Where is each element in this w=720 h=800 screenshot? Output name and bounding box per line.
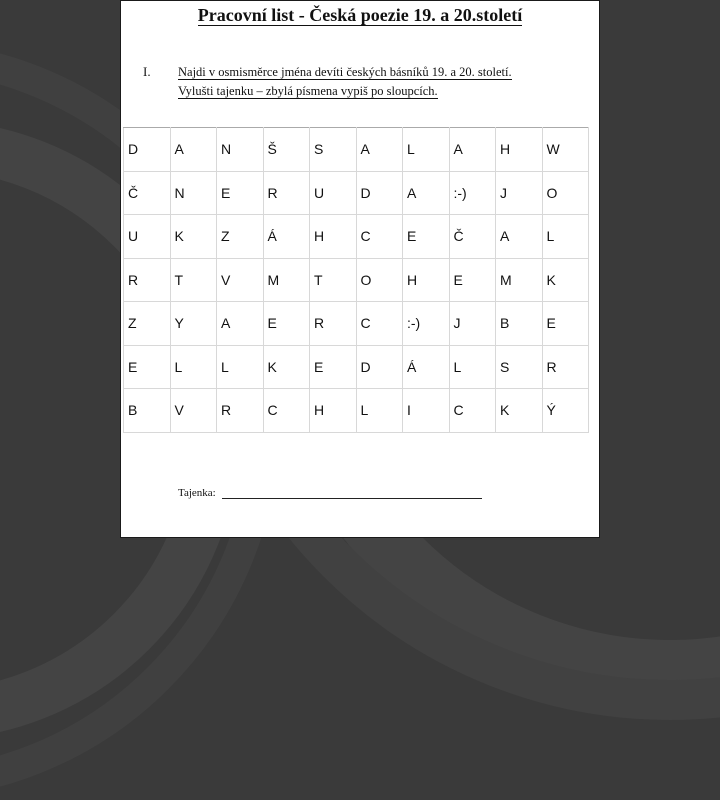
grid-cell: E — [217, 171, 264, 215]
grid-cell: E — [124, 345, 171, 389]
grid-cell: C — [356, 302, 403, 346]
grid-cell: R — [542, 345, 589, 389]
grid-cell: U — [310, 171, 357, 215]
grid-cell: Á — [403, 345, 450, 389]
grid-cell: E — [310, 345, 357, 389]
grid-cell: E — [449, 258, 496, 302]
grid-cell: E — [263, 302, 310, 346]
grid-cell: Y — [170, 302, 217, 346]
grid-cell: I — [403, 389, 450, 433]
grid-cell: R — [217, 389, 264, 433]
grid-cell: C — [263, 389, 310, 433]
grid-cell: V — [217, 258, 264, 302]
grid-cell: H — [403, 258, 450, 302]
grid-cell: K — [263, 345, 310, 389]
grid-cell: H — [310, 389, 357, 433]
grid-cell: R — [263, 171, 310, 215]
grid-row — [124, 389, 589, 433]
grid-cell: B — [496, 302, 543, 346]
grid-cell: K — [496, 389, 543, 433]
grid-cell: D — [356, 171, 403, 215]
grid-row — [124, 302, 589, 346]
grid-cell: N — [217, 128, 264, 172]
grid-row — [124, 128, 589, 172]
grid-cell: R — [310, 302, 357, 346]
grid-row — [124, 171, 589, 215]
grid-cell: S — [310, 128, 357, 172]
grid-cell: J — [449, 302, 496, 346]
grid-cell: M — [263, 258, 310, 302]
instruction-line-2: Vylušti tajenku – zbylá písmena vypiš po sloupcích. — [178, 84, 438, 98]
grid-cell: :-) — [403, 302, 450, 346]
grid-cell: Á — [263, 215, 310, 259]
grid-cell: A — [217, 302, 264, 346]
grid-cell: L — [356, 389, 403, 433]
grid-cell: H — [496, 128, 543, 172]
grid-cell: A — [356, 128, 403, 172]
worksheet-title: Pracovní list - Česká poezie 19. a 20.století — [197, 5, 523, 25]
grid-cell: D — [124, 128, 171, 172]
grid-cell: L — [449, 345, 496, 389]
grid-cell: O — [542, 171, 589, 215]
grid-cell: L — [403, 128, 450, 172]
grid-cell: A — [449, 128, 496, 172]
grid-cell: T — [170, 258, 217, 302]
grid-cell: :-) — [449, 171, 496, 215]
grid-cell: O — [356, 258, 403, 302]
grid-cell: Z — [124, 302, 171, 346]
grid-cell: C — [449, 389, 496, 433]
grid-cell: D — [356, 345, 403, 389]
grid-cell: Ý — [542, 389, 589, 433]
grid-row — [124, 258, 589, 302]
grid-cell: J — [496, 171, 543, 215]
grid-cell: E — [403, 215, 450, 259]
grid-cell: L — [217, 345, 264, 389]
grid-cell: Č — [124, 171, 171, 215]
grid-cell: H — [310, 215, 357, 259]
grid-cell: A — [170, 128, 217, 172]
grid-cell: C — [356, 215, 403, 259]
grid-cell: Š — [263, 128, 310, 172]
instruction-line-1: Najdi v osmisměrce jména devíti českých básníků 19. a 20. století. — [178, 65, 512, 79]
task-instructions — [178, 63, 588, 101]
task-numeral: I. — [143, 64, 151, 79]
grid-cell: B — [124, 389, 171, 433]
grid-cell: K — [170, 215, 217, 259]
grid-cell: V — [170, 389, 217, 433]
grid-cell: K — [542, 258, 589, 302]
grid-row — [124, 345, 589, 389]
grid-cell: A — [496, 215, 543, 259]
grid-cell: M — [496, 258, 543, 302]
tajenka-label: Tajenka: — [178, 487, 216, 499]
grid-cell: E — [542, 302, 589, 346]
grid-cell: U — [124, 215, 171, 259]
grid-row — [124, 215, 589, 259]
grid-cell: W — [542, 128, 589, 172]
grid-cell: L — [170, 345, 217, 389]
worksheet-page — [120, 0, 600, 538]
grid-cell: L — [542, 215, 589, 259]
grid-cell: Č — [449, 215, 496, 259]
grid-cell: S — [496, 345, 543, 389]
grid-cell: R — [124, 258, 171, 302]
grid-cell: T — [310, 258, 357, 302]
grid-cell: A — [403, 171, 450, 215]
word-search-grid — [123, 127, 589, 433]
grid-cell: Z — [217, 215, 264, 259]
grid-cell: N — [170, 171, 217, 215]
tajenka-answer-line — [222, 498, 482, 499]
